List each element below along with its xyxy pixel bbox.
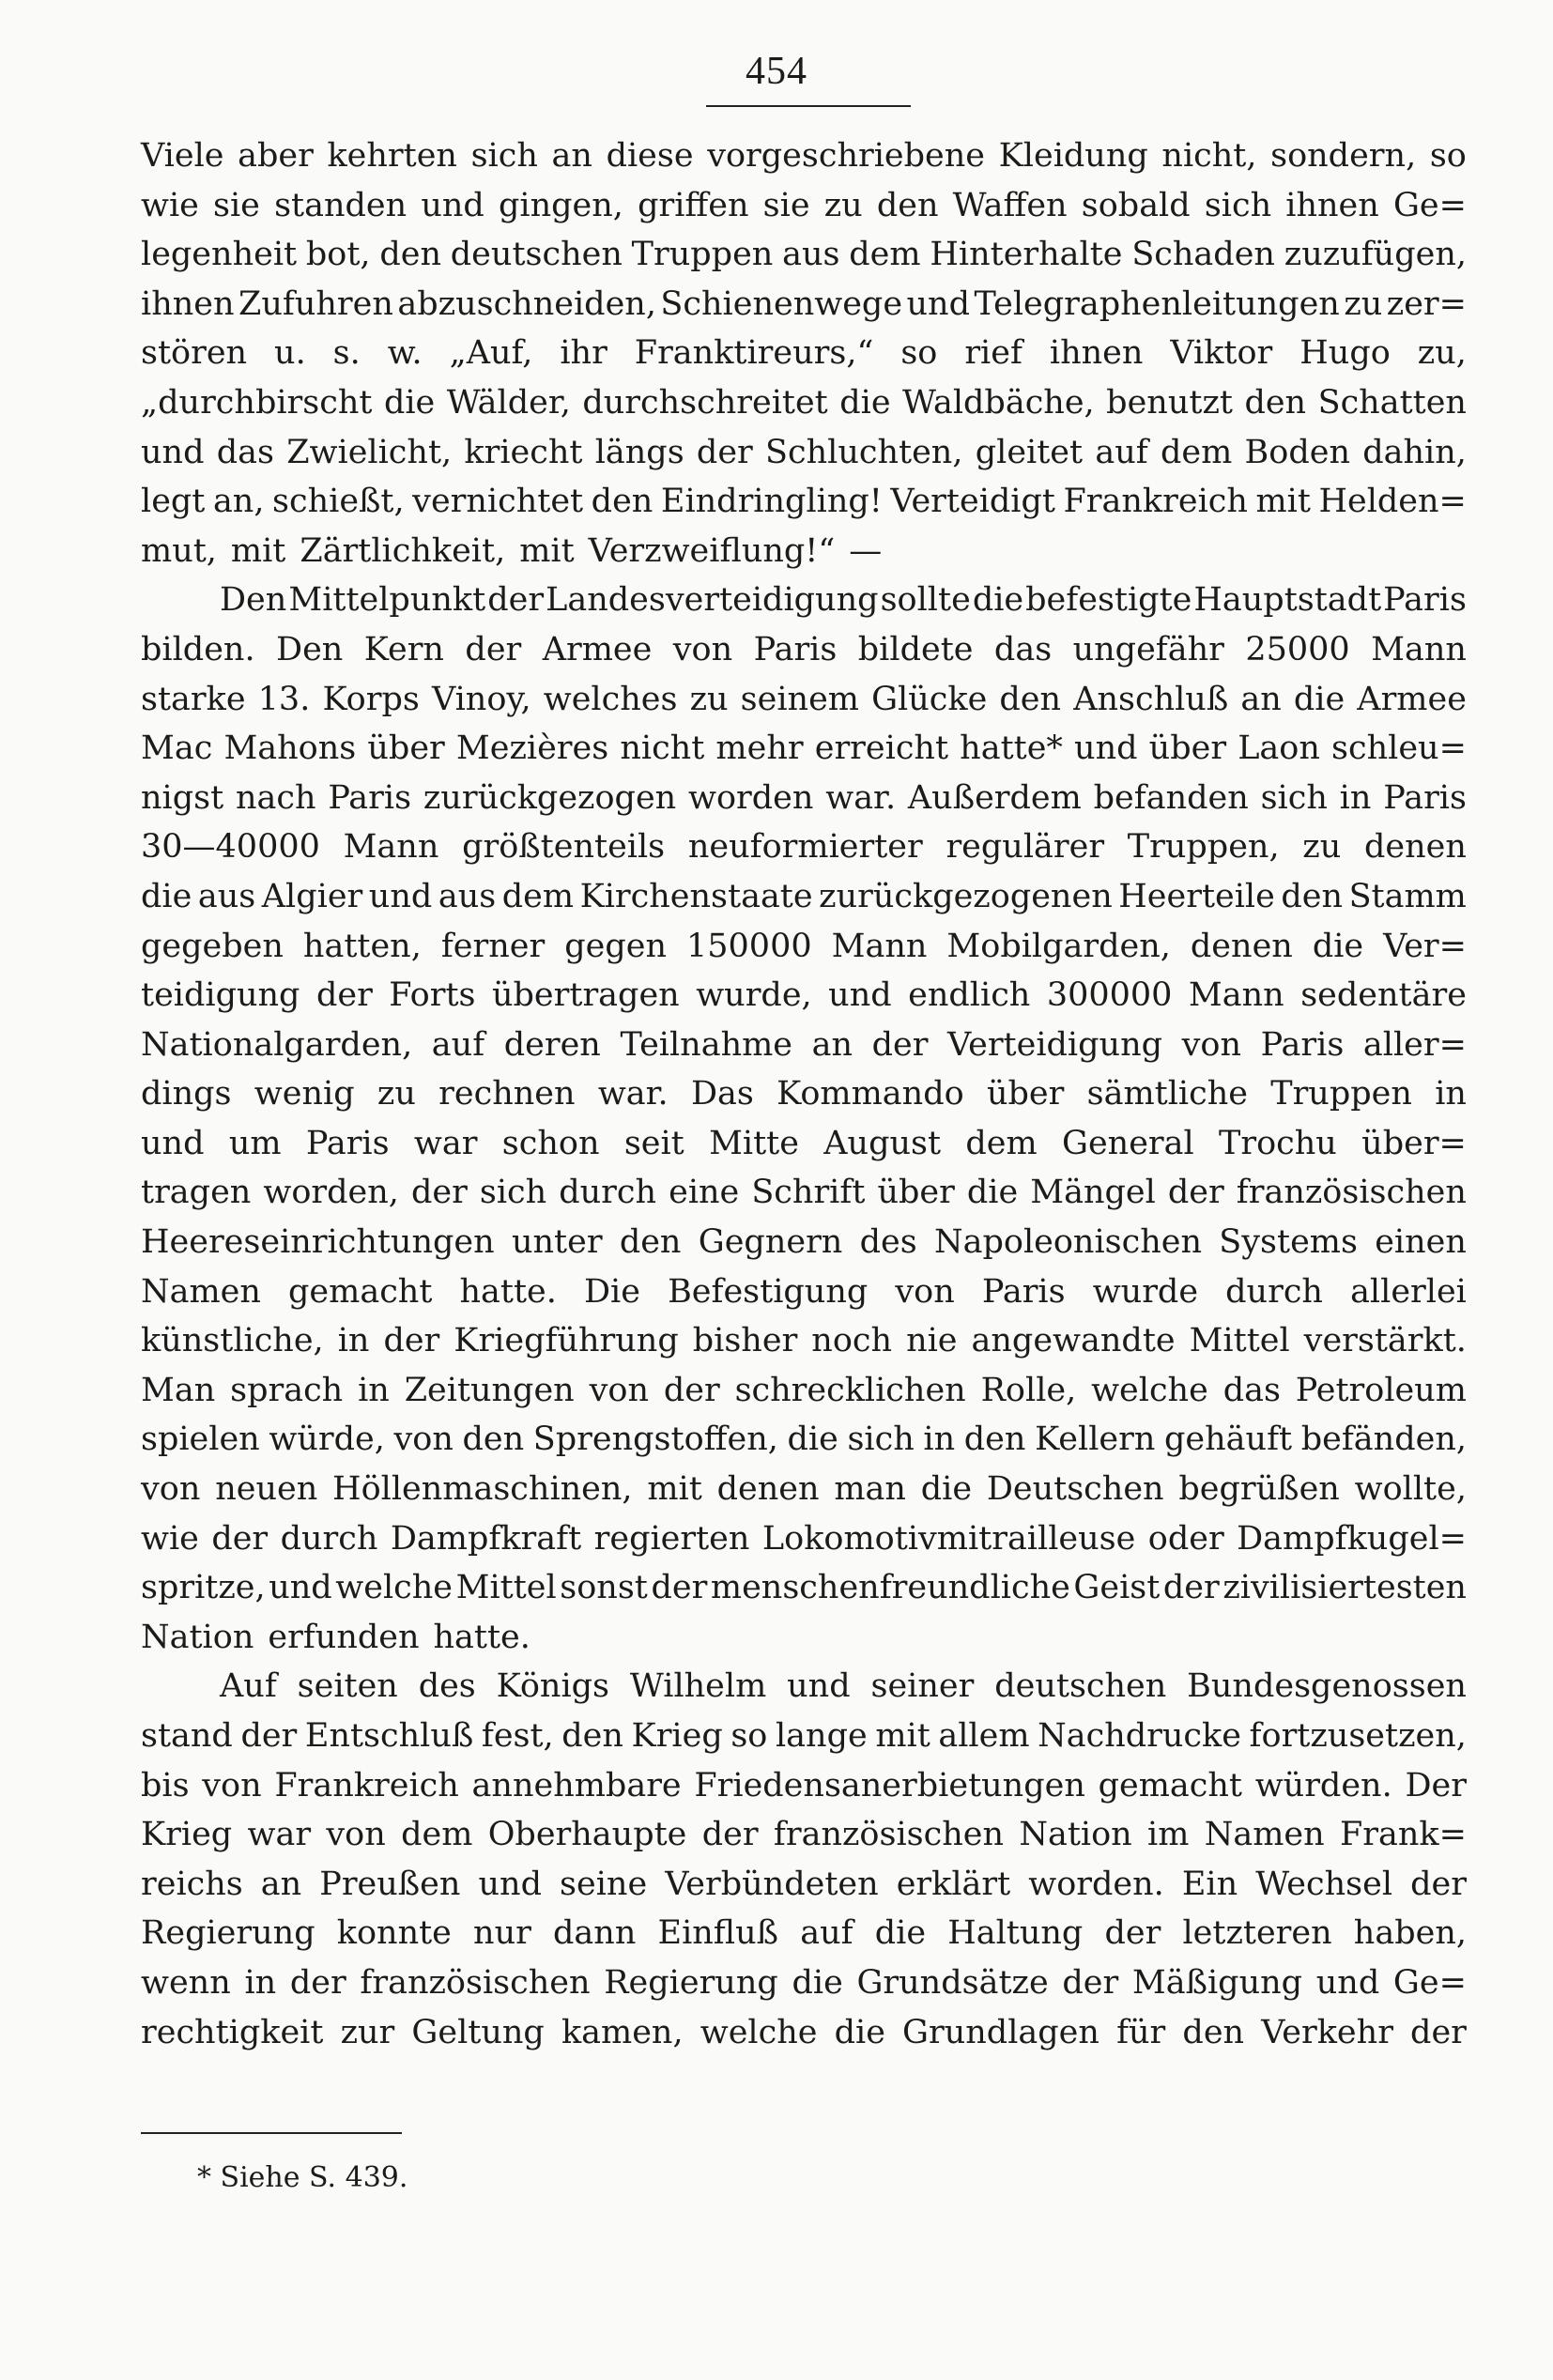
text-line: gegeben hatten, ferner gegen 150000 Mann Mobilgarden, denen die Ver= — [141, 927, 1467, 965]
text-line: teidigung der Forts übertragen wurde, und endlich 300000 Mann sedentäre — [141, 976, 1467, 1015]
text-line: Viele aber kehrten sich an diese vorgeschriebene Kleidung nicht, sondern, so — [141, 137, 1467, 175]
text-line: wenn in der französischen Regierung die Grundsätze der Mäßigung und Ge= — [141, 1963, 1467, 2002]
text-line: und das Zwielicht, kriecht längs der Schluchten, gleitet auf dem Boden dahin, — [141, 433, 1467, 471]
text-line: nigst nach Paris zurückgezogen worden war. Außerdem befanden sich in Paris — [141, 778, 1467, 817]
text-line: ihnen Zufuhren abzuschneiden, Schienenwege und Telegraphenleitungen zu zer= — [141, 284, 1467, 323]
text-line: Man sprach in Zeitungen von der schrecklichen Rolle, welche das Petroleum — [141, 1371, 1467, 1409]
text-line: wie sie standen und gingen, griffen sie zu den Waffen sobald sich ihnen Ge= — [141, 186, 1467, 224]
text-line: wie der durch Dampfkraft regierten Lokomotivmitrailleuse oder Dampfkugel= — [141, 1519, 1467, 1558]
text-line: Nationalgarden, auf deren Teilnahme an der Verteidigung von Paris aller= — [141, 1025, 1467, 1064]
text-line: mut, mit Zärtlichkeit, mit Verzweiflung!“ — — [141, 531, 883, 570]
text-line: rechtigkeit zur Geltung kamen, welche die Grundlagen für den Verkehr der — [141, 2013, 1467, 2051]
text-line: und um Paris war schon seit Mitte August dem General Trochu über= — [141, 1124, 1467, 1162]
text-line: tragen worden, der sich durch eine Schrift über die Mängel der französischen — [141, 1174, 1467, 1212]
text-line: starke 13. Korps Vinoy, welches zu seinem Glücke den Anschluß an die Armee — [141, 680, 1467, 718]
text-line: bilden. Den Kern der Armee von Paris bildete das ungefähr 25000 Mann — [141, 630, 1467, 668]
text-line: Den Mittelpunkt der Landesverteidigung sollte die befestigte Hauptstadt Paris — [220, 581, 1467, 620]
text-line: reichs an Preußen und seine Verbündeten erklärt worden. Ein Wechsel der — [141, 1865, 1467, 1903]
text-line: Auf seiten des Königs Wilhelm und seiner deutschen Bundesgenossen — [220, 1667, 1467, 1706]
text-line: Nation erfunden hatte. — [141, 1618, 530, 1656]
text-line: Namen gemacht hatte. Die Befestigung von Paris wurde durch allerlei — [141, 1272, 1467, 1311]
text-line: Regierung konnte nur dann Einfluß auf die Haltung der letzteren haben, — [141, 1914, 1467, 1953]
footnote-rule — [141, 2132, 402, 2134]
text-line: legenheit bot, den deutschen Truppen aus dem Hinterhalte Schaden zuzufügen, — [141, 236, 1467, 274]
text-line: spielen würde, von den Sprengstoffen, die sich in den Kellern gehäuft befänden, — [141, 1420, 1467, 1459]
header-rule — [706, 105, 911, 107]
text-line: Mac Mahons über Mezières nicht mehr erreicht hatte* und über Laon schleu= — [141, 729, 1467, 768]
text-line: 30—40000 Mann größtenteils neuformierter regulärer Truppen, zu denen — [141, 828, 1467, 867]
text-line: spritze, und welche Mittel sonst der menschenfreundliche Geist der zivilisiertesten — [141, 1569, 1467, 1607]
text-line: stören u. s. w. „Auf, ihr Franktireurs,“ so rief ihnen Viktor Hugo zu, — [141, 334, 1467, 373]
text-line: dings wenig zu rechnen war. Das Kommando über sämtliche Truppen in — [141, 1075, 1467, 1113]
body-text — [141, 131, 1467, 2057]
text-line: stand der Entschluß fest, den Krieg so lange mit allem Nachdrucke fortzusetzen, — [141, 1717, 1467, 1755]
text-line: legt an, schießt, vernichtet den Eindringling! Verteidigt Frankreich mit Helden= — [141, 483, 1467, 521]
text-line: bis von Frankreich annehmbare Friedensanerbietungen gemacht würden. Der — [141, 1766, 1467, 1804]
text-line: von neuen Höllenmaschinen, mit denen man die Deutschen begrüßen wollte, — [141, 1470, 1467, 1509]
text-line: Heereseinrichtungen unter den Gegnern des Napoleonischen Systems einen — [141, 1223, 1467, 1262]
footnote: * Siehe S. 439. — [197, 2161, 408, 2194]
text-line: die aus Algier und aus dem Kirchenstaate zurückgezogenen Heerteile den Stamm — [141, 877, 1467, 915]
text-line: Krieg war von dem Oberhaupte der französischen Nation im Namen Frank= — [141, 1816, 1467, 1854]
page-number: 454 — [746, 50, 807, 93]
text-line: künstliche, in der Kriegführung bisher noch nie angewandte Mittel verstärkt. — [141, 1322, 1467, 1360]
text-line: „durchbirscht die Wälder, durchschreitet die Waldbäche, benutzt den Schatten — [141, 383, 1467, 422]
